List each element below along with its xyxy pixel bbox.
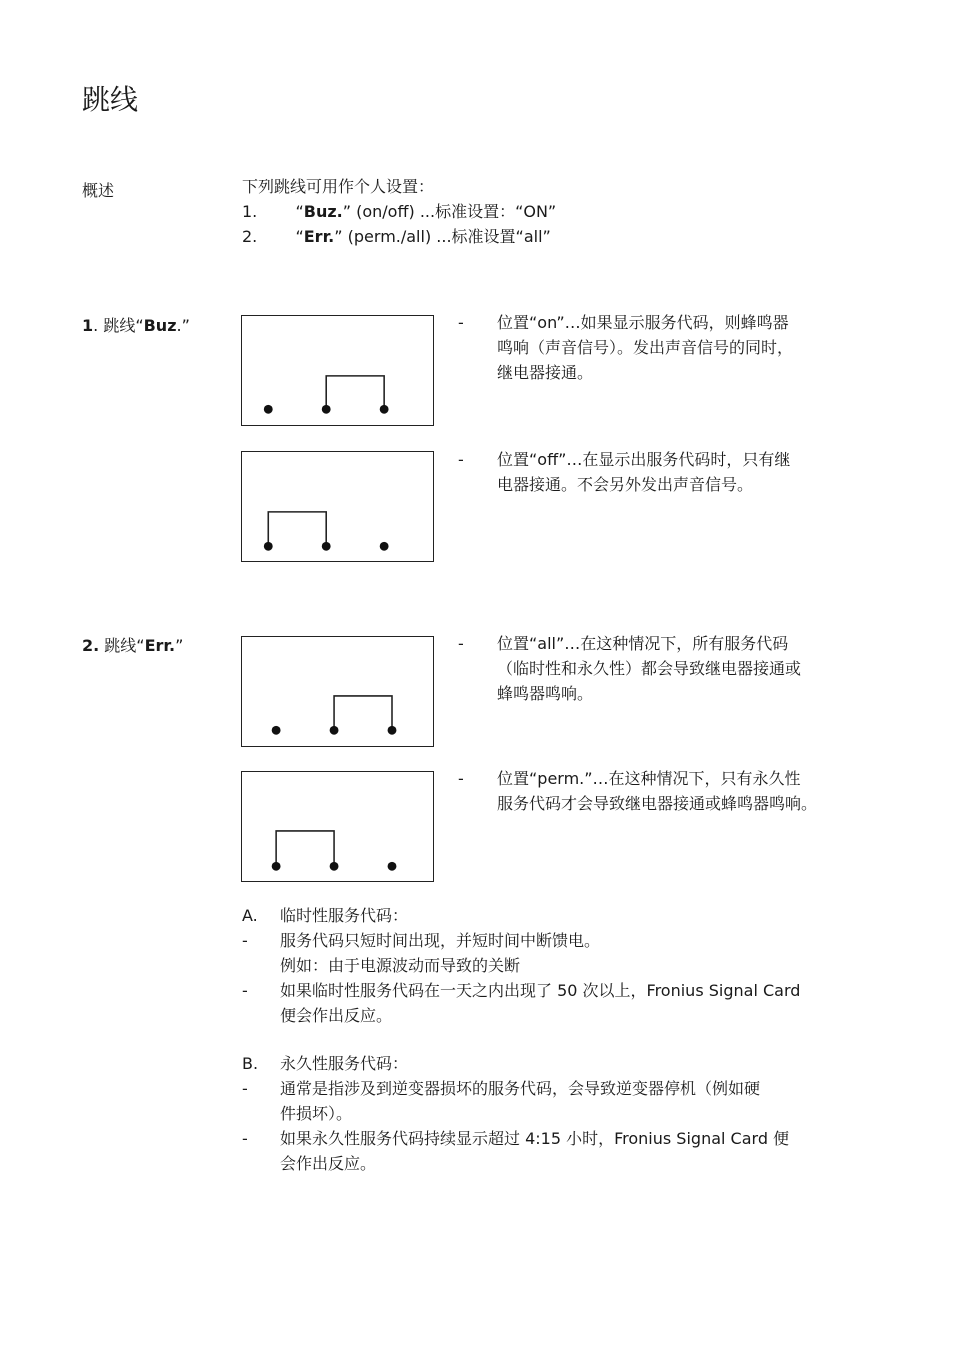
jumper-err-perm-svg: [242, 772, 433, 881]
jumper-diagram-buz-on: [241, 315, 434, 426]
note-a-heading: 临时性服务代码：: [280, 906, 409, 925]
note-b-bullet-1: 通常是指涉及到逆变器损坏的服务代码，会导致逆变器停机（例如硬 件损坏）。: [280, 1079, 761, 1123]
note-b-heading: 永久性服务代码：: [280, 1054, 409, 1073]
pin-3: [380, 542, 389, 551]
section1-label: 1. 跳线“Buz.”: [82, 316, 190, 335]
overview-label: 概述: [82, 181, 115, 200]
quote-open: “: [295, 202, 304, 221]
section2-label: 2. 跳线“Err.”: [82, 636, 184, 655]
jumper-bridge: [334, 696, 392, 730]
jumper-buz-on-svg: [242, 316, 433, 425]
item-number: 1.: [242, 202, 258, 221]
bullet-dash: -: [242, 1079, 248, 1098]
note-b-bullet-2: 如果永久性服务代码持续显示超过 4:15 小时，Fronius Signal Card 便 会作出反应。: [280, 1129, 790, 1173]
item-name: Err.: [303, 227, 335, 246]
jumper-err-all-svg: [242, 637, 433, 746]
pin-3: [388, 862, 397, 871]
jumper-bridge: [276, 831, 334, 866]
jumper-buz-off-svg: [242, 452, 433, 561]
page-title: 跳线: [82, 83, 139, 116]
pin-1: [264, 542, 273, 551]
item-name: Buz.: [303, 202, 343, 221]
jumper-bridge: [326, 376, 384, 409]
jumper-diagram-err-all: [241, 636, 434, 747]
jumper-bridge: [268, 512, 326, 546]
option-err-perm-text: 位置“perm.”…在这种情况下，只有永久性 服务代码才会导致继电器接通或蜂鸣器鸣响。: [497, 769, 818, 813]
jumper-diagram-buz-off: [241, 451, 434, 562]
option-buz-on-text: 位置“on”…如果显示服务代码，则蜂鸣器 鸣响（声音信号）。发出声音信号的同时， 继电器接通。: [497, 313, 794, 382]
note-a-marker: A.: [242, 906, 258, 925]
jumper-diagram-err-perm: [241, 771, 434, 882]
pin-1: [272, 726, 281, 735]
bullet-dash: -: [242, 981, 248, 1000]
bullet-dash: -: [242, 1129, 248, 1148]
bullet-dash: -: [242, 931, 248, 950]
pin-2: [330, 862, 339, 871]
note-b-marker: B.: [242, 1054, 259, 1073]
pin-3: [380, 405, 389, 414]
quote-close: ”: [342, 202, 352, 221]
quote-close: ”: [334, 227, 343, 246]
pin-2: [322, 542, 331, 551]
option-dash: -: [458, 634, 464, 653]
quote-open: “: [295, 227, 304, 246]
item-detail: (perm./all) ...标准设置“all”: [342, 227, 551, 246]
note-a-bullet-1: 服务代码只短时间出现，并短时间中断馈电。 例如：由于电源波动而导致的关断: [280, 931, 601, 975]
option-dash: -: [458, 450, 464, 469]
pin-1: [272, 862, 281, 871]
overview-intro: 下列跳线可用作个人设置：: [242, 177, 435, 196]
pin-2: [330, 726, 339, 735]
note-a-bullet-2: 如果临时性服务代码在一天之内出现了 50 次以上，Fronius Signal Card 便会作出反应。: [280, 981, 801, 1025]
item-number: 2.: [242, 227, 258, 246]
overview-item-2: [242, 224, 551, 249]
pin-1: [264, 405, 273, 414]
overview-item-1: [242, 199, 556, 224]
pin-3: [388, 726, 397, 735]
item-detail: (on/off) ...标准设置：“ON”: [351, 202, 557, 221]
option-err-all-text: 位置“all”…在这种情况下，所有服务代码 （临时性和永久性）都会导致继电器接通或 蜂鸣器鸣响。: [497, 634, 802, 703]
option-dash: -: [458, 313, 464, 332]
pin-2: [322, 405, 331, 414]
option-dash: -: [458, 769, 464, 788]
option-buz-off-text: 位置“off”…在显示出服务代码时，只有继 电器接通。不会另外发出声音信号。: [497, 450, 791, 494]
